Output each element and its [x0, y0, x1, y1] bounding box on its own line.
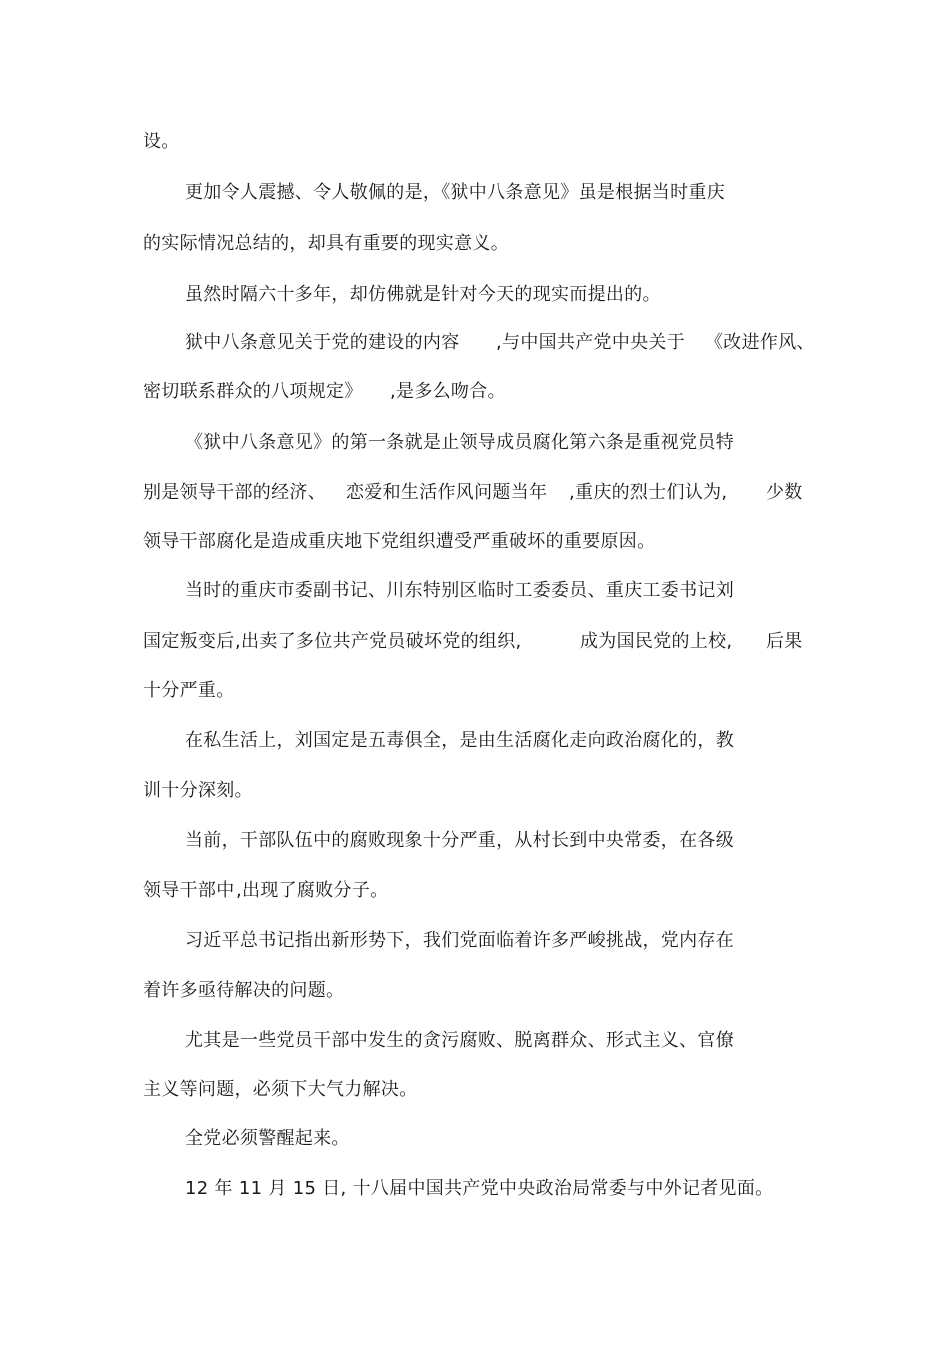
- text-line: 《改进作风、: [705, 332, 815, 353]
- text-line: 恋爱和生活作风问题当年: [346, 482, 548, 503]
- text-line: ,出现了腐败分子。: [236, 880, 389, 901]
- text-line: 当时的重庆市委副书记、川东特别区临时工委委员、重庆工委书记刘: [185, 580, 734, 601]
- text-line: 密切联系群众的八项规定》: [143, 381, 363, 402]
- text-line: 十分严重。: [143, 680, 235, 701]
- text-line: ,重庆的烈士们认为,: [569, 482, 728, 503]
- text-line: 成为国民党的上校,: [580, 631, 733, 652]
- text-line: 设。: [143, 131, 180, 152]
- text-line: 全党必须警醒起来。: [185, 1128, 350, 1149]
- text-line: 当前，干部队伍中的腐败现象十分严重，从村长到中央常委，在各级: [185, 830, 734, 851]
- text-line: ,是多么吻合。: [390, 381, 506, 402]
- text-line: ,与中国共产党中央关于: [496, 332, 686, 353]
- text-line: 习近平总书记指出新形势下，我们党面临着许多严峻挑战，党内存在: [185, 930, 734, 951]
- text-line: 少数: [766, 482, 803, 503]
- text-line: 12 年 11 月 15 日, 十八届中国共产党中央政治局常委与中外记者见面。: [185, 1178, 774, 1199]
- text-line: 狱中八条意见关于党的建设的内容: [185, 332, 460, 353]
- text-line: 训十分深刻。: [143, 780, 253, 801]
- text-line: 《狱中八条意见》的第一条就是止领导成员腐化第六条是重视党员特: [185, 432, 734, 453]
- text-line: 着许多亟待解决的问题。: [143, 980, 345, 1001]
- text-line: 尤其是一些党员干部中发生的贪污腐败、脱离群众、形式主义、官僚: [185, 1030, 734, 1051]
- text-line: 虽然时隔六十多年，却仿佛就是针对今天的现实而提出的。: [185, 284, 661, 305]
- text-line: 领导干部中: [143, 880, 235, 901]
- text-line: 的实际情况总结的，却具有重要的现实意义。: [143, 233, 509, 254]
- text-line: 国定叛变后: [143, 631, 235, 652]
- text-line: ,出卖了多位共产党员破坏党的组织,: [235, 631, 522, 652]
- text-line: 更加令人震撼、令人敬佩的是，《狱中八条意见》虽是根据当时重庆: [185, 182, 725, 203]
- text-line: 主义等问题，必须下大气力解决。: [143, 1079, 418, 1100]
- text-line: 后果: [766, 631, 803, 652]
- text-line: 领导干部腐化是造成重庆地下党组织遭受严重破坏的重要原因。: [143, 531, 656, 552]
- text-line: 别是领导干部的经济、: [143, 482, 326, 503]
- text-line: 在私生活上，刘国定是五毒俱全，是由生活腐化走向政治腐化的，教: [185, 730, 734, 751]
